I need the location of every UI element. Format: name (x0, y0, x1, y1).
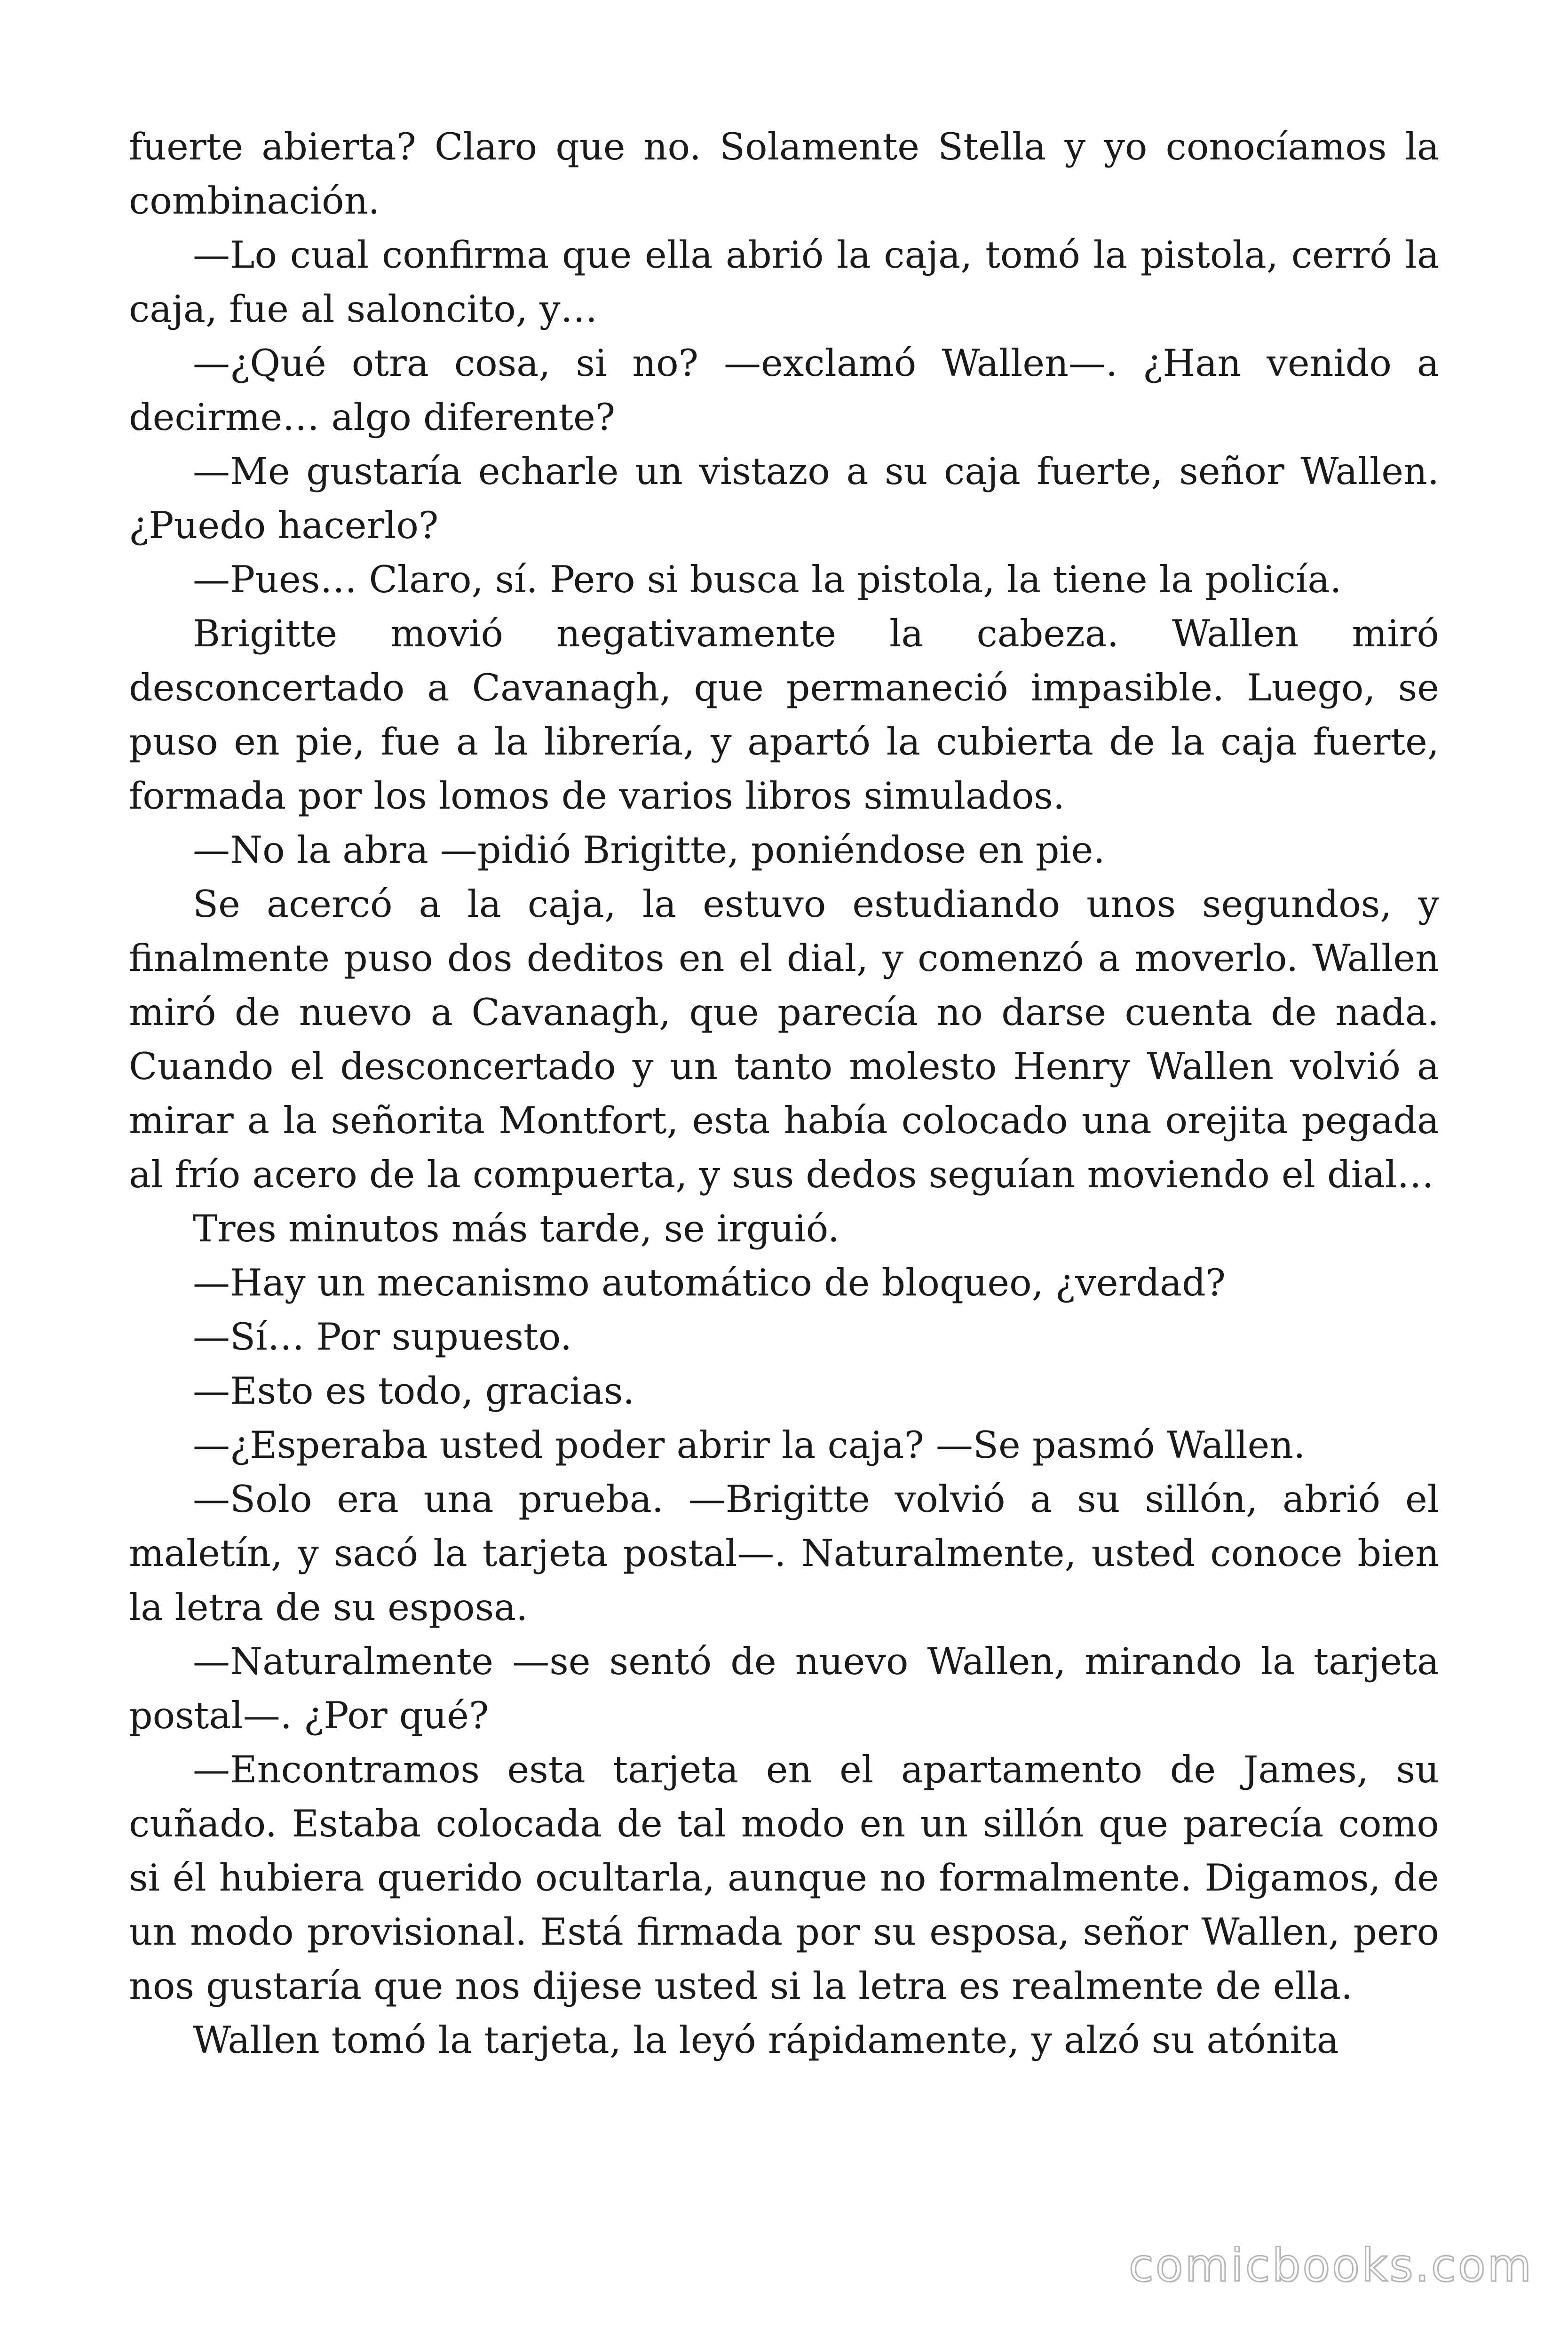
paragraph-9: Tres minutos más tarde, se irguió. (193, 1207, 840, 1250)
paragraph-17: Wallen tomó la tarjeta, la leyó rápidamente, y alzó su atónita (193, 2018, 1339, 2062)
paragraph-15: —Naturalmente —se sentó de nuevo Wallen, mirando la tarjeta postal—. ¿Por qué? (129, 1640, 1439, 1737)
paragraph-14: —Solo era una prueba. —Brigitte volvió a su sillón, abrió el maletín, y sacó la tarjeta postal—. Naturalmente, usted conoce bien la letra de su esposa. (129, 1478, 1439, 1629)
paragraph-1: fuerte abierta? Claro que no. Solamente Stella y yo conocíamos la combinación. (129, 125, 1439, 222)
paragraph-7: —No la abra —pidió Brigitte, poniéndose en pie. (193, 828, 1105, 872)
paragraph-13: —¿Esperaba usted poder abrir la caja? —Se pasmó Wallen. (193, 1423, 1306, 1467)
paragraph-16: —Encontramos esta tarjeta en el apartamento de James, su cuñado. Estaba colocada de tal modo en un sillón que parecía como si él hubiera querido ocultarla, aunque no formalmente. Digamos, de un modo provisional. Está firmada por su esposa, señor Wallen, pero nos gustaría que nos dijese usted si la letra es realmente de ella. (129, 1748, 1439, 2008)
paragraph-10: —Hay un mecanismo automático de bloqueo, ¿verdad? (193, 1261, 1226, 1304)
paragraph-4: —Me gustaría echarle un vistazo a su caja fuerte, señor Wallen. ¿Puedo hacerlo? (129, 450, 1439, 547)
paragraph-6: Brigitte movió negativamente la cabeza. Wallen miró desconcertado a Cavanagh, que permaneció impasible. Luego, se puso en pie, fue a la librería, y apartó la cubierta de la caja fuerte, formada por los lomos de varios libros simulados. (129, 612, 1439, 818)
body-text (129, 120, 1439, 2067)
paragraph-8: Se acercó a la caja, la estuvo estudiando unos segundos, y finalmente puso dos deditos en el dial, y comenzó a moverlo. Wallen miró de nuevo a Cavanagh, que parecía no darse cuenta de nada. Cuando el desconcertado y un tanto molesto Henry Wallen volvió a mirar a la señorita Montfort, esta había colocado una orejita pegada al frío acero de la compuerta, y sus dedos seguían moviendo el dial… (129, 882, 1439, 1196)
paragraph-12: —Esto es todo, gracias. (193, 1369, 635, 1413)
watermark: comicbooks.com (1128, 2239, 1533, 2292)
paragraph-5: —Pues… Claro, sí. Pero si busca la pistola, la tiene la policía. (193, 558, 1342, 601)
paragraph-11: —Sí… Por supuesto. (193, 1315, 572, 1359)
paragraph-2: —Lo cual confirma que ella abrió la caja, tomó la pistola, cerró la caja, fue al saloncito, y… (129, 233, 1439, 331)
paragraph-3: —¿Qué otra cosa, si no? —exclamó Wallen—. ¿Han venido a decirme… algo diferente? (129, 342, 1439, 439)
